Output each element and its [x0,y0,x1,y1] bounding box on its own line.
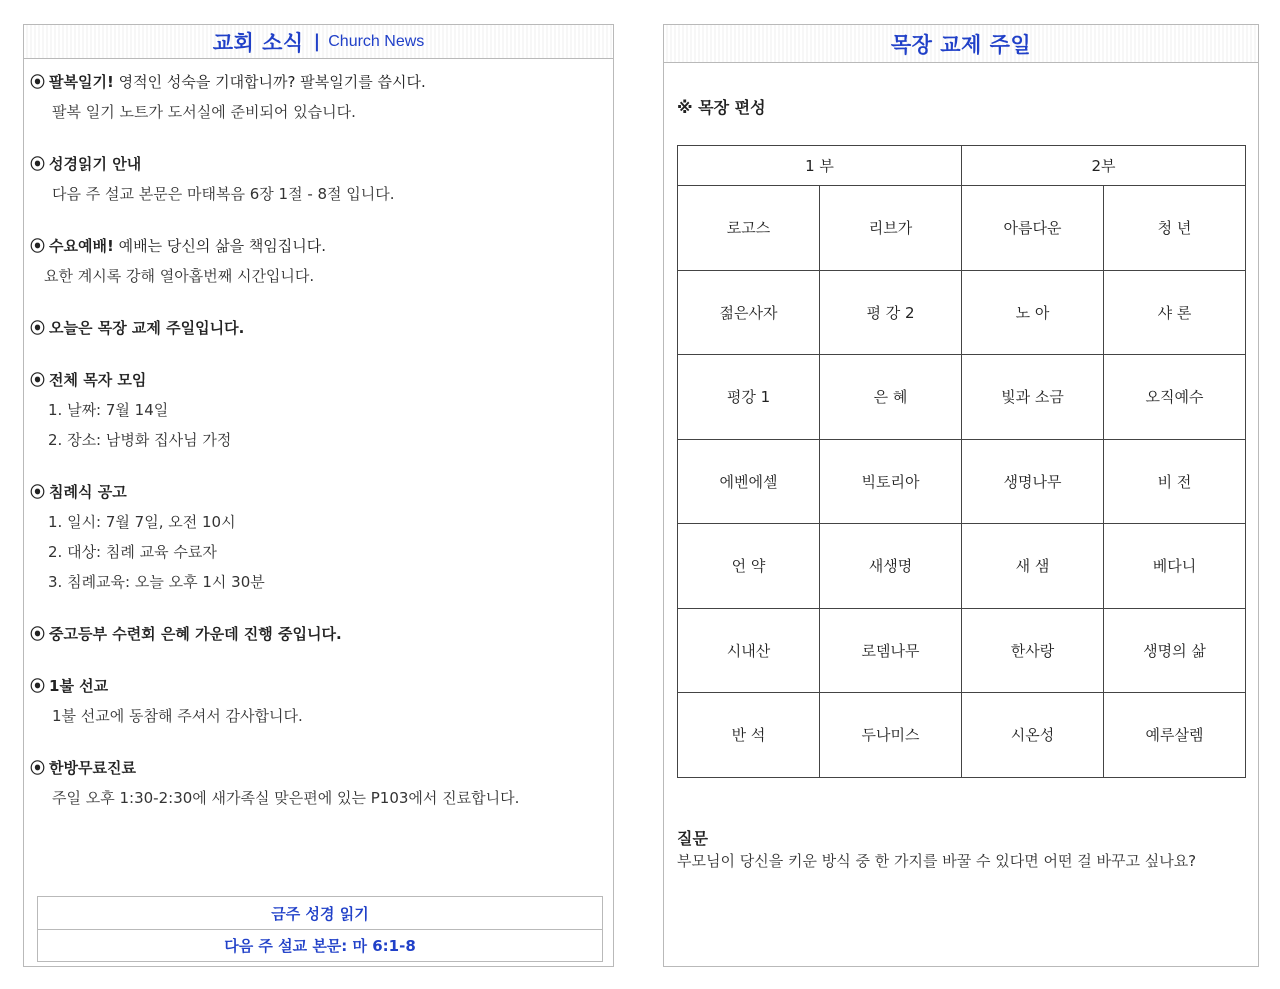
bible-reading-title: 금주 성경 읽기 [271,904,369,923]
news-item-detail: 2. 대상: 침례 교육 수료자 [48,543,217,561]
news-item-detail: 1. 날짜: 7월 14일 [48,401,169,419]
church-news-subtitle: Church News [328,32,425,50]
group-name-cell: 청 년 [1104,186,1246,271]
group-name-cell: 평 강 2 [820,270,962,355]
news-item [30,313,600,343]
news-item-title: 수요예배! [49,237,114,255]
news-item-heading [30,619,600,649]
news-item-detail: 요한 계시록 강해 열아홉번째 시간입니다. [44,267,315,285]
news-item-title-rest: 영적인 성숙을 기대합니까? 팔복일기를 씁시다. [113,73,426,91]
news-item-title: 성경읽기 안내 [49,155,142,173]
next-sermon-text: 다음 주 설교 본문: 마 6:1-8 [38,929,602,961]
group-name-cell: 새생명 [820,524,962,609]
table-row [678,608,1246,693]
news-list [30,67,600,835]
news-item [30,753,600,813]
group-name-cell: 리브가 [820,186,962,271]
table-row [678,355,1246,440]
news-item-title: 중고등부 수련회 은혜 가운데 진행 중입니다. [49,625,342,643]
group-name-cell: 두나미스 [820,693,962,778]
bullet-icon: ⦿ [30,371,46,389]
group-name-cell: 젊은사자 [678,270,820,355]
group-header-1: 1 부 [678,146,962,186]
mokjang-panel [663,24,1259,967]
mokjang-header [664,25,1258,63]
group-name-cell: 비 전 [1104,439,1246,524]
news-item [30,671,600,731]
news-item-detail: 1. 일시: 7월 7일, 오전 10시 [48,513,236,531]
group-name-cell: 아름다운 [962,186,1104,271]
table-row [678,186,1246,271]
news-item-heading [30,671,600,701]
question-text: 부모님이 당신을 키운 방식 중 한 가지를 바꿀 수 있다면 어떤 걸 바꾸고 싶나요? [677,852,1197,870]
group-name-cell: 에벤에셀 [678,439,820,524]
news-item [30,231,600,291]
news-item-heading [30,67,600,97]
news-item-detail: 1불 선교에 동참해 주셔서 감사합니다. [52,707,303,725]
group-name-cell: 로뎀나무 [820,608,962,693]
bullet-icon: ⦿ [30,155,46,173]
news-item-title: 한방무료진료 [49,759,136,777]
group-name-cell: 시온성 [962,693,1104,778]
news-item [30,365,600,455]
news-item-heading [30,477,600,507]
bullet-icon: ⦿ [30,677,46,695]
news-item-title: 오늘은 목장 교제 주일입니다. [49,319,245,337]
group-name-cell: 새 샘 [962,524,1104,609]
mokjang-title: 목장 교제 주일 [890,32,1032,57]
news-item-detail: 2. 장소: 남병화 집사님 가정 [48,431,232,449]
group-name-cell: 평강 1 [678,355,820,440]
group-name-cell: 생명나무 [962,439,1104,524]
table-header-row [678,146,1246,186]
table-row [678,693,1246,778]
church-news-header [24,25,613,59]
table-row [678,439,1246,524]
news-item-heading [30,231,600,261]
header-separator: | [313,31,321,52]
group-name-cell: 베다니 [1104,524,1246,609]
table-body [678,186,1246,778]
news-item-title: 1불 선교 [49,677,109,695]
group-header-2: 2부 [962,146,1246,186]
news-item-title: 전체 목자 모임 [49,371,147,389]
group-name-cell: 빛과 소금 [962,355,1104,440]
bullet-icon: ⦿ [30,73,46,91]
section-label: ※ 목장 편성 [677,98,766,117]
group-name-cell: 반 석 [678,693,820,778]
bullet-icon: ⦿ [30,483,46,501]
news-item [30,477,600,597]
bullet-icon: ⦿ [30,237,46,255]
news-item-heading [30,753,600,783]
news-item-title-rest: 예배는 당신의 삶을 책임집니다. [113,237,327,255]
group-name-cell: 시내산 [678,608,820,693]
question-label: 질문 [677,829,708,848]
group-name-cell: 한사랑 [962,608,1104,693]
news-item-detail: 다음 주 설교 본문은 마태복음 6장 1절 - 8절 입니다. [52,185,395,203]
group-name-cell: 오직예수 [1104,355,1246,440]
table-row [678,270,1246,355]
group-name-cell: 노 아 [962,270,1104,355]
news-item-detail: 팔복 일기 노트가 도서실에 준비되어 있습니다. [52,103,356,121]
news-item-heading [30,149,600,179]
group-name-cell: 로고스 [678,186,820,271]
bullet-icon: ⦿ [30,319,46,337]
church-news-panel [23,24,614,967]
mokjang-group-table [677,145,1246,778]
church-news-title: 교회 소식 [212,30,304,55]
news-item [30,149,600,209]
group-name-cell: 예루살렘 [1104,693,1246,778]
news-item-heading [30,365,600,395]
news-item [30,67,600,127]
group-name-cell: 생명의 삶 [1104,608,1246,693]
bullet-icon: ⦿ [30,625,46,643]
group-name-cell: 빅토리아 [820,439,962,524]
table-row [678,524,1246,609]
group-name-cell: 언 약 [678,524,820,609]
group-name-cell: 샤 론 [1104,270,1246,355]
news-item [30,619,600,649]
news-item-detail: 주일 오후 1:30-2:30에 새가족실 맞은편에 있는 P103에서 진료합니다. [52,789,520,807]
bible-reading-box [37,896,603,962]
group-name-cell: 은 혜 [820,355,962,440]
news-item-title: 침례식 공고 [49,483,127,501]
news-item-title: 팔복일기! [49,73,114,91]
news-item-detail: 3. 침례교육: 오늘 오후 1시 30분 [48,573,265,591]
news-item-heading [30,313,600,343]
bullet-icon: ⦿ [30,759,46,777]
